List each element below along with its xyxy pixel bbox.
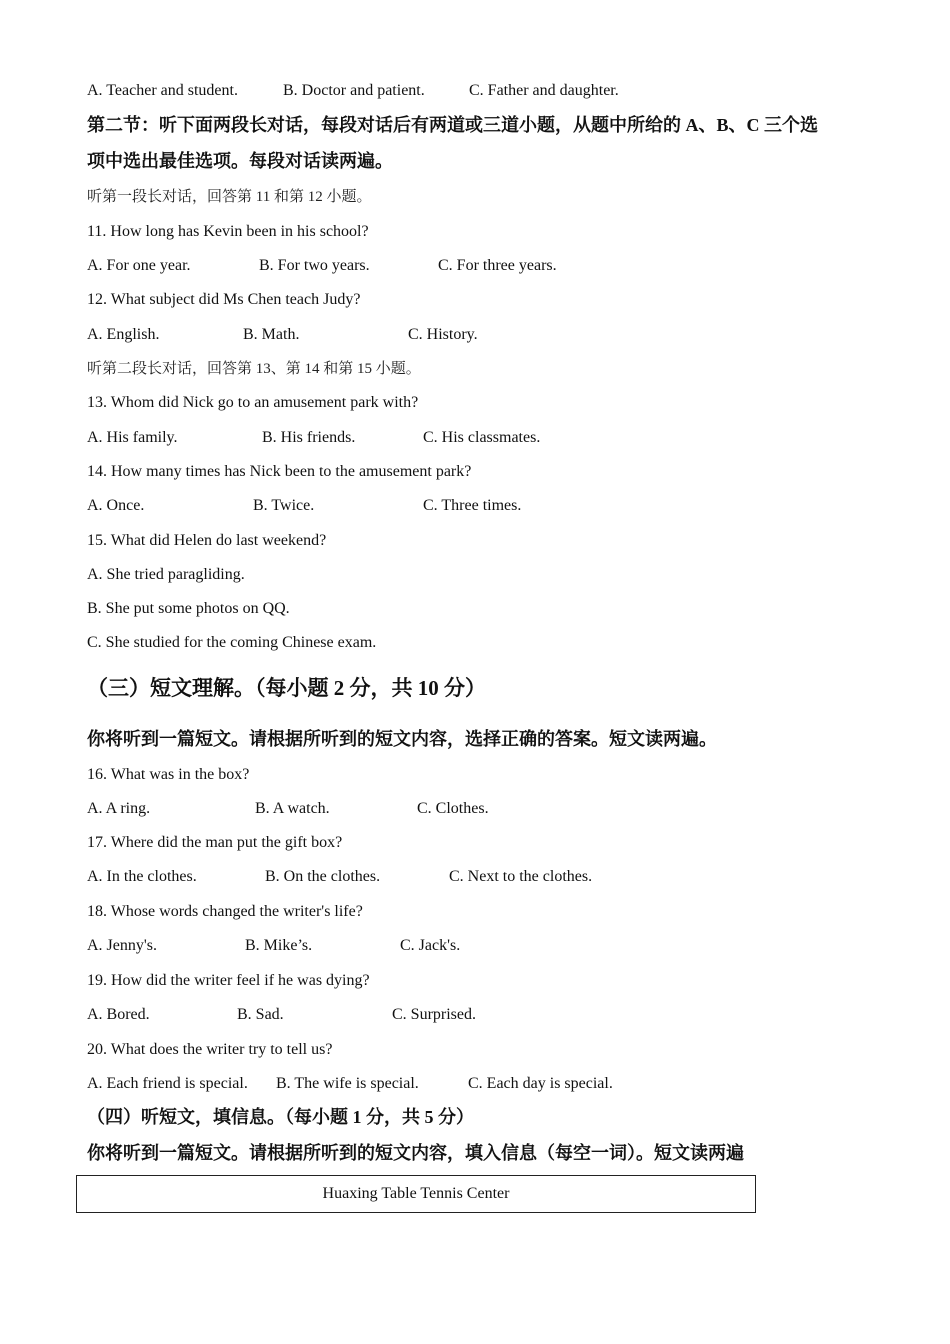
q12-option-c: C. History. (408, 326, 478, 343)
info-table-title: Huaxing Table Tennis Center (322, 1185, 510, 1202)
q10-option-c: C. Father and daughter. (469, 82, 619, 99)
q11-option-c: C. For three years. (438, 257, 557, 274)
q17-option-b: B. On the clothes. (265, 868, 381, 885)
q15-option-a: A. She tried paragliding. (87, 566, 245, 583)
section2-note-2: 听第二段长对话，回答第 13、第 14 和第 15 小题。 (87, 361, 421, 377)
q12-option-a: A. English. (87, 326, 160, 343)
q10-option-a: A. Teacher and student. (87, 82, 238, 99)
q19-option-c: C. Surprised. (392, 1006, 476, 1023)
section3-instruction: 你将听到一篇短文。请根据所听到的短文内容，选择正确的答案。短文读两遍。 (87, 729, 717, 749)
q14-option-a: A. Once. (87, 497, 145, 514)
question-11: 11. How long has Kevin been in his school? (87, 223, 369, 240)
question-20: 20. What does the writer try to tell us? (87, 1041, 333, 1058)
q13-option-c: C. His classmates. (423, 429, 541, 446)
q13-option-a: A. His family. (87, 429, 178, 446)
section4-title: （四）听短文，填信息。（每小题 1 分，共 5 分） (87, 1107, 474, 1127)
q11-option-b: B. For two years. (259, 257, 370, 274)
q19-option-a: A. Bored. (87, 1006, 150, 1023)
q18-option-b: B. Mike’s. (245, 937, 313, 954)
question-15: 15. What did Helen do last weekend? (87, 532, 327, 549)
q11-option-a: A. For one year. (87, 257, 191, 274)
q15-option-c: C. She studied for the coming Chinese exam. (87, 634, 377, 651)
q18-option-c: C. Jack's. (400, 937, 461, 954)
q20-option-b: B. The wife is special. (276, 1075, 419, 1092)
question-12: 12. What subject did Ms Chen teach Judy? (87, 291, 361, 308)
question-17: 17. Where did the man put the gift box? (87, 834, 343, 851)
q12-option-b: B. Math. (243, 326, 300, 343)
q18-option-a: A. Jenny's. (87, 937, 157, 954)
q14-option-c: C. Three times. (423, 497, 522, 514)
q16-option-a: A. A ring. (87, 800, 151, 817)
q17-option-a: A. In the clothes. (87, 868, 197, 885)
section2-note-1: 听第一段长对话，回答第 11 和第 12 小题。 (87, 189, 372, 205)
q14-option-b: B. Twice. (253, 497, 315, 514)
q20-option-c: C. Each day is special. (468, 1075, 613, 1092)
q16-option-b: B. A watch. (255, 800, 330, 817)
info-table-header (76, 1175, 756, 1213)
question-19: 19. How did the writer feel if he was dying? (87, 972, 370, 989)
q15-option-b: B. She put some photos on QQ. (87, 600, 290, 617)
q16-option-c: C. Clothes. (417, 800, 489, 817)
question-14: 14. How many times has Nick been to the amusement park? (87, 463, 472, 480)
q10-option-b: B. Doctor and patient. (283, 82, 425, 99)
question-18: 18. Whose words changed the writer's life? (87, 903, 363, 920)
q19-option-b: B. Sad. (237, 1006, 284, 1023)
q13-option-b: B. His friends. (262, 429, 356, 446)
q20-option-a: A. Each friend is special. (87, 1075, 248, 1092)
section2-instruction-line2: 项中选出最佳选项。每段对话读两遍。 (87, 151, 393, 171)
section2-instruction-line1: 第二节：听下面两段长对话，每段对话后有两道或三道小题，从题中所给的 A、B、C 三个选 (87, 115, 818, 135)
question-13: 13. Whom did Nick go to an amusement park with? (87, 394, 419, 411)
question-16: 16. What was in the box? (87, 766, 250, 783)
section3-title: （三）短文理解。（每小题 2 分，共 10 分） (87, 676, 486, 700)
q17-option-c: C. Next to the clothes. (449, 868, 593, 885)
section4-instruction: 你将听到一篇短文。请根据所听到的短文内容，填入信息（每空一词）。短文读两遍 (87, 1143, 744, 1163)
